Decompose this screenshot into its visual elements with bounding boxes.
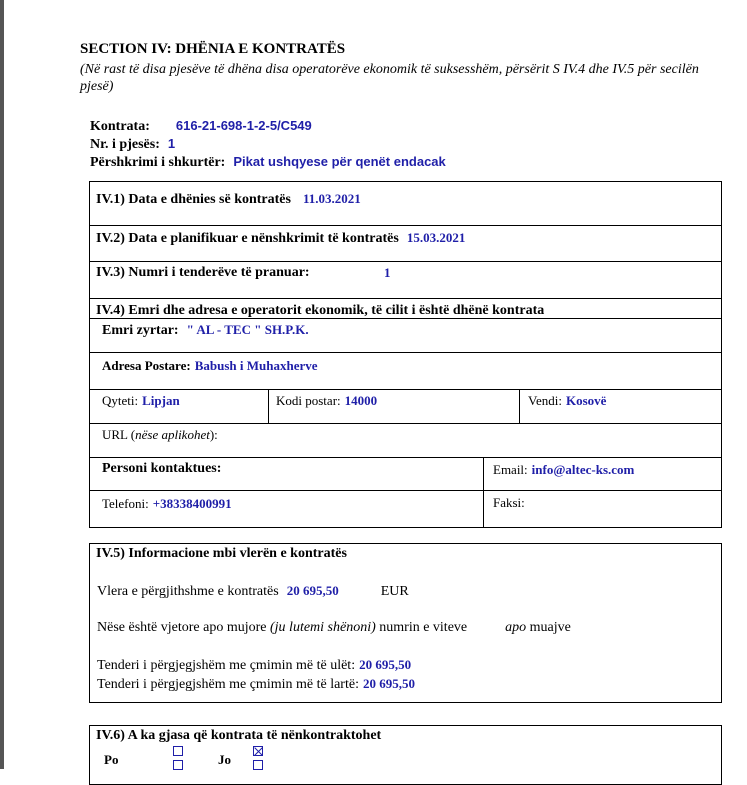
country-cell xyxy=(528,392,606,410)
highest-price-row xyxy=(97,675,415,693)
postal-address-label: Adresa Postare: xyxy=(102,358,191,373)
official-name-row xyxy=(102,321,309,339)
highest-price-value: 20 695,50 xyxy=(362,676,415,691)
years-label: numrin e viteve xyxy=(379,620,468,635)
contract-number: 616-21-698-1-2-5/C549 xyxy=(175,118,312,133)
url-label-start: URL ( xyxy=(102,427,136,442)
email-label: Email: xyxy=(493,462,528,477)
lowest-price-label: Tenderi i përgjegjshëm me çmimin më të ulët: xyxy=(97,658,356,673)
tenders-received-value: 1 xyxy=(384,265,391,280)
tenders-received-label: IV.3) Numri i tenderëve të pranuar: xyxy=(96,265,310,280)
divider xyxy=(89,423,722,424)
divider xyxy=(89,352,722,353)
divider xyxy=(519,389,520,423)
contract-label: Kontrata: xyxy=(90,119,150,134)
lowest-price-value: 20 695,50 xyxy=(359,657,412,672)
contact-person-label: Personi kontaktues: xyxy=(102,461,222,476)
short-description-label: Përshkrimi i shkurtër: xyxy=(90,155,226,170)
award-date-row xyxy=(96,190,361,208)
email-cell xyxy=(493,461,634,479)
yes-checkbox-top[interactable] xyxy=(173,746,183,756)
city-cell xyxy=(102,392,180,410)
months-label: muajve xyxy=(529,620,571,635)
award-date-label: IV.1) Data e dhënies së kontratës xyxy=(96,192,291,207)
phone-value: +38338400991 xyxy=(152,496,232,511)
city-value: Lipjan xyxy=(142,393,180,408)
viewer-left-edge xyxy=(0,0,4,769)
divider xyxy=(89,261,722,262)
divider xyxy=(483,457,484,528)
annual-monthly-hint: (ju lutemi shënoni) xyxy=(270,620,376,635)
subcontract-title: IV.6) A ka gjasa që kontrata të nënkontraktohet xyxy=(96,728,382,743)
url-label-italic: nëse aplikohet xyxy=(135,427,210,442)
postal-code-cell xyxy=(276,392,377,410)
section-subtitle: (Në rast të disa pjesëve të dhëna disa operatorëve ekonomik të suksesshëm, përsërit S IV.4 dhe IV.5 për secilën pjesë) xyxy=(80,62,699,94)
phone-label: Telefoni: xyxy=(102,496,149,511)
contract-number-row xyxy=(90,117,312,135)
signing-date-row xyxy=(96,229,465,247)
section-title: SECTION IV: DHËNIA E KONTRATËS xyxy=(80,41,346,57)
signing-date-label: IV.2) Data e planifikuar e nënshkrimit të kontratës xyxy=(96,231,399,246)
divider xyxy=(89,490,722,491)
signing-date-value: 15.03.2021 xyxy=(406,230,466,245)
currency: EUR xyxy=(380,584,409,599)
divider xyxy=(89,389,722,390)
operator-section-label: IV.4) Emri dhe adresa e operatorit ekonomik, të cilit i është dhënë kontrata xyxy=(96,303,545,318)
no-label: Jo xyxy=(218,752,231,767)
contract-value-title: IV.5) Informacione mbi vlerën e kontratës xyxy=(96,546,347,561)
city-label: Qyteti: xyxy=(102,393,139,408)
no-checkbox-checked[interactable] xyxy=(253,746,263,756)
award-date-value: 11.03.2021 xyxy=(302,191,361,206)
url-label-end: ): xyxy=(209,427,218,442)
or-label: apo xyxy=(505,620,527,635)
email-value: info@altec-ks.com xyxy=(531,462,635,477)
postal-code-value: 14000 xyxy=(344,393,378,408)
divider xyxy=(89,457,722,458)
annual-monthly-row xyxy=(97,620,571,636)
short-description-row xyxy=(90,153,446,171)
phone-cell xyxy=(102,495,232,513)
highest-price-label: Tenderi i përgjegjshëm me çmimin më të lartë: xyxy=(97,677,359,692)
short-description: Pikat ushqyese për qenët endacak xyxy=(233,154,446,169)
country-label: Vendi: xyxy=(528,393,562,408)
annual-monthly-text: Nëse është vjetore apo mujore xyxy=(97,620,267,635)
yes-label: Po xyxy=(104,752,119,767)
total-value: 20 695,50 xyxy=(286,583,339,598)
total-value-label: Vlera e përgjithshme e kontratës xyxy=(97,584,279,599)
lowest-price-row xyxy=(97,656,411,674)
lot-number-row xyxy=(90,135,175,153)
postal-address-row xyxy=(102,357,318,375)
country-value: Kosovë xyxy=(565,393,607,408)
fax-label: Faksi: xyxy=(493,495,525,510)
divider xyxy=(89,225,722,226)
url-label xyxy=(102,427,218,443)
total-value-row xyxy=(97,582,409,600)
divider xyxy=(89,298,722,299)
divider xyxy=(268,389,269,423)
postal-code-label: Kodi postar: xyxy=(276,393,341,408)
lot-label: Nr. i pjesës: xyxy=(90,137,160,152)
lot-number: 1 xyxy=(167,136,176,151)
postal-address-value: Babush i Muhaxherve xyxy=(194,358,318,373)
official-name-label: Emri zyrtar: xyxy=(102,323,179,338)
official-name-value: " AL - TEC " SH.P.K. xyxy=(186,322,309,337)
